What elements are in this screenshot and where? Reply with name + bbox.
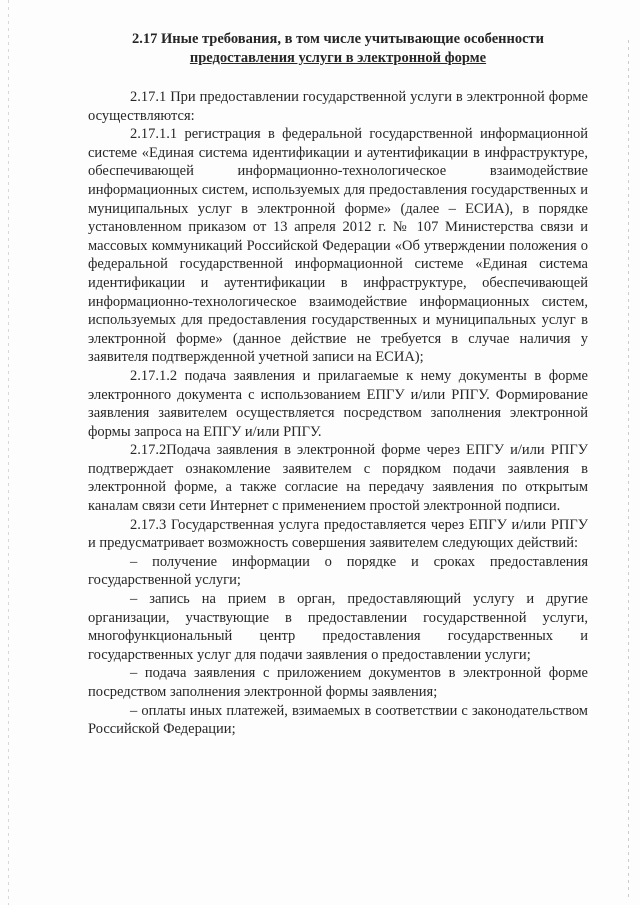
scan-edge-left: [8, 0, 9, 905]
paragraph-2-17-1-1: 2.17.1.1 регистрация в федеральной государственной информационной системе «Единая система идентификации и аутентификации в инфраструктуре, обеспечивающей информационно-технологическое взаимодействие информационных систем, используемых для предоставления государственных и муниципальных услуг в электронной форме» (далее – ЕСИА), в порядке установленном приказом от 13 апреля 2012 г. № 107 Министерства связи и массовых коммуникаций Российской Федерации «Об утверждении положения о федеральной государственной информационной системе «Единая система идентификации и аутентификации в инфраструктуре, обеспечивающей информационно-технологическое взаимодействие информационных систем, используемых для предоставления государственных и муниципальных услуг в электронной форме» (данное действие не требуется в случае наличия у заявителя подтвержденной учетной записи на ЕСИА);: [88, 126, 588, 366]
list-item-payments: – оплаты иных платежей, взимаемых в соответствии с законодательством Российской Федерации;: [88, 702, 588, 738]
list-item-submission: – подача заявления с приложением документов в электронной форме посредством заполнения электронной формы заявления;: [88, 665, 588, 700]
list-item-info: – получение информации о порядке и сроках предоставления государственной услуги;: [88, 553, 588, 589]
list-item-appointment: – запись на прием в орган, предоставляющий услугу и другие организации, участвующие в предоставлении государственной услуги, многофункциональный центр предоставления государственных и государственных услуг для подачи заявления о предоставлении услуги;: [88, 591, 588, 663]
heading-line-2: предоставления услуги в электронной форме: [189, 50, 487, 66]
paragraph-2-17-3: 2.17.3 Государственная услуга предоставляется через ЕПГУ и/или РПГУ и предусматривает возможность совершения заявителем следующих действий:: [88, 516, 588, 552]
paragraph-2-17-2: 2.17.2Подача заявления в электронной форме через ЕПГУ и/или РПГУ подтверждает ознакомление заявителем с порядком подачи заявления в электронной форме, а также согласие на передачу заявления по открытым каналам связи сети Интернет с применением простой электронной подписи.: [88, 442, 588, 515]
section-heading: [88, 30, 588, 68]
document-body: [88, 30, 588, 739]
paragraph-2-17-1-2: 2.17.1.2 подача заявления и прилагаемые к нему документы в форме электронного документа с использованием ЕПГУ и/или РПГУ. Формирование заявления заявителем осуществляется посредством заполнения электронной формы запроса на ЕПГУ и/или РПГУ.: [88, 367, 588, 440]
scan-edge-right: [628, 40, 629, 900]
heading-line-1: 2.17 Иные требования, в том числе учитывающие особенности: [131, 31, 545, 47]
paragraph-2-17-1: 2.17.1 При предоставлении государственной услуги в электронной форме осуществляются:: [88, 89, 588, 124]
